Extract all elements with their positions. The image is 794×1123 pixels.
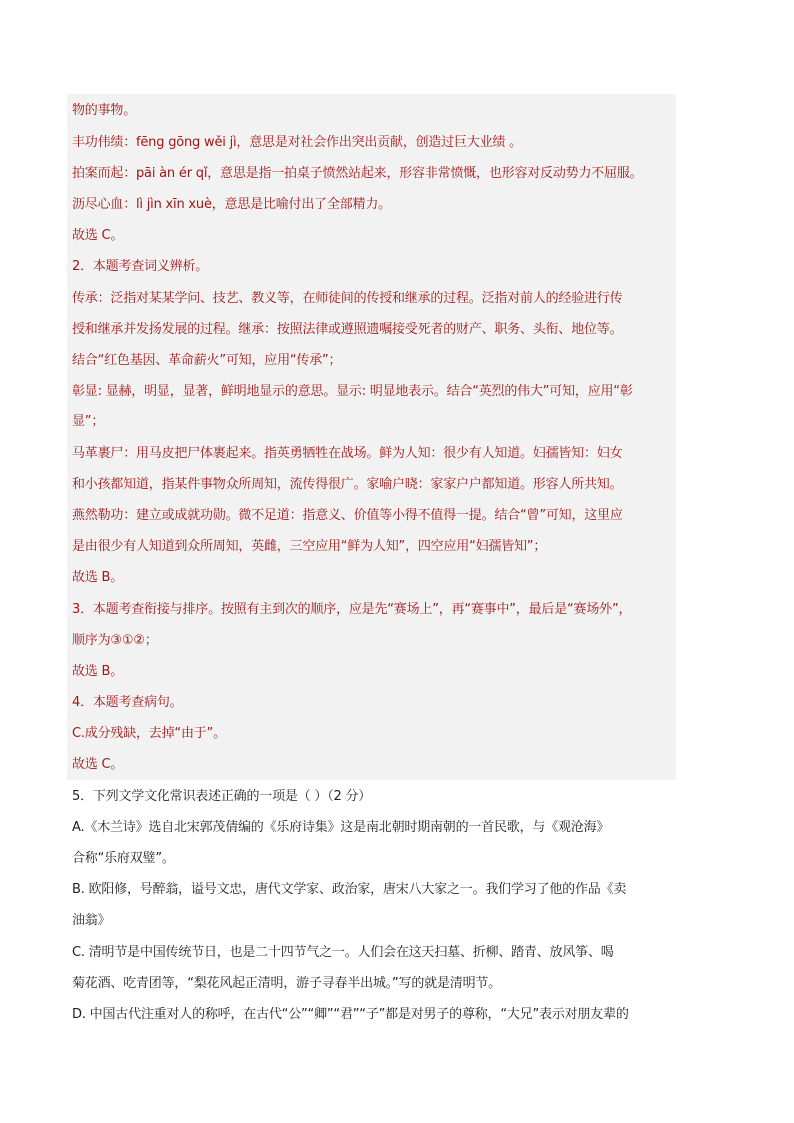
answer-line-11: 显”；: [72, 414, 105, 429]
answer-line-22: 故选 C。: [72, 757, 124, 772]
answer-line-9: 结合“红色基因、革命薪火”可知，应用“传承”；: [72, 353, 342, 368]
answer-line-1: 物的事物。: [72, 103, 137, 118]
answer-line-8: 授和继承并发扬发展的过程。继承：按照法律或遵照遗嘱接受死者的财产、职务、头衔、地位等。: [72, 322, 623, 337]
question-line-2: A.《木兰诗》选自北宋郭茂倩编的《乐府诗集》这是南北朝时期南朝的一首民歌，与《观沧海》: [72, 820, 610, 835]
answer-line-14: 燕然勒功：建立或成就功勋。微不足道：指意义、价值等小得不值得一提。结合“曾”可知，这里应: [72, 508, 623, 523]
question-line-7: 菊花酒、吃青团等，“梨花风起正清明，游子寻春半出城。”写的就是清明节。: [72, 976, 501, 991]
answer-line-12: 马革裹尸：用马皮把尸体裹起来。指英勇牺牲在战场。鲜为人知：很少有人知道。妇孺皆知：妇女: [72, 446, 623, 461]
answer-line-10: 彰显: 显赫，明显，显著，鲜明地显示的意思。显示: 明显地表示。结合“英烈的伟大”可知，应用“彰: [72, 384, 633, 399]
answer-line-16: 故选 B。: [72, 570, 124, 585]
answer-line-5: 故选 C。: [72, 228, 124, 243]
answer-line-18: 顺序为③①②；: [72, 633, 158, 648]
answer-line-7: 传承：泛指对某某学问、技艺、教义等，在师徒间的传授和继承的过程。泛指对前人的经验进行传: [72, 291, 623, 306]
answer-line-3: 拍案而起：pāi àn ér qǐ，意思是指一拍桌子愤然站起来，形容非常愤慨，也形容对反动势力不屈服。: [72, 166, 643, 181]
question-line-3: 合称“乐府双璧”。: [72, 851, 175, 866]
question-line-4: B. 欧阳修，号醉翁，谥号文忠，唐代文学家、政治家，唐宋八大家之一。我们学习了他的作品《卖: [72, 882, 627, 897]
answer-line-21: C.成分残缺，去掉“由于”。: [72, 726, 226, 741]
answer-line-17: 3．本题考查衔接与排序。按照有主到次的顺序，应是先“赛场上”，再“赛事中”，最后是“赛场外”，: [72, 602, 632, 617]
question-line-5: 油翁》: [72, 913, 111, 928]
question-line-1: 5．下列文学文化常识表述正确的一项是（ ）（2 分）: [72, 789, 372, 804]
question-line-8: D. 中国古代注重对人的称呼，在古代“公”“卿”“君”“子”都是对男子的尊称，“大兄”表示对朋友辈的: [72, 1007, 629, 1022]
answer-line-19: 故选 B。: [72, 664, 124, 679]
answer-line-2: 丰功伟绩：fēng gōng wěi jì，意思是对社会作出突出贡献，创造过巨大业绩 。: [72, 135, 522, 150]
answer-line-4: 沥尽心血：lì jìn xīn xuè，意思是比喻付出了全部精力。: [72, 197, 391, 212]
answer-line-6: 2．本题考查词义辨析。: [72, 259, 209, 274]
question-line-6: C. 清明节是中国传统节日，也是二十四节气之一。人们会在这天扫墓、折柳、踏青、放风筝、喝: [72, 945, 614, 960]
answer-line-20: 4．本题考查病句。: [72, 695, 183, 710]
answer-line-15: 是由很少有人知道到众所周知，英雌，三空应用“鲜为人知”，四空应用“妇孺皆知”；: [72, 539, 547, 554]
answer-line-13: 和小孩都知道，指某件事物众所周知，流传得很广。家喻户晓：家家户户都知道。形容人所共知。: [72, 477, 623, 492]
